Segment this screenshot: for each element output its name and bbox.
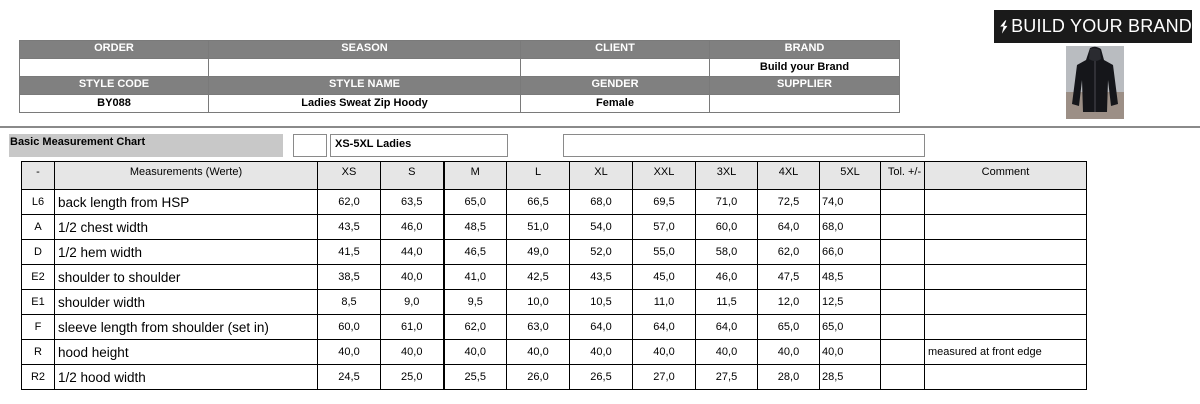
value-5xl[interactable]: 74,0 (820, 190, 881, 215)
value-xl[interactable]: 40,0 (570, 340, 633, 365)
measure-description: hood height (55, 340, 318, 365)
brand-label: BRAND (710, 41, 900, 59)
comment-cell[interactable] (925, 365, 1087, 390)
value-xxl[interactable]: 64,0 (633, 315, 696, 340)
value-5xl[interactable]: 28,5 (820, 365, 881, 390)
measure-code: D (22, 240, 55, 265)
value-m[interactable]: 25,5 (444, 365, 507, 390)
value-xl[interactable]: 52,0 (570, 240, 633, 265)
value-s[interactable]: 9,0 (381, 290, 444, 315)
client-value[interactable] (521, 59, 710, 77)
client-label: CLIENT (521, 41, 710, 59)
value-5xl[interactable]: 48,5 (820, 265, 881, 290)
table-row (22, 240, 1087, 265)
brand-logo-text: BUILD YOUR BRAND (1011, 16, 1192, 36)
value-xs[interactable]: 38,5 (318, 265, 381, 290)
header-size-xxl: XXL (633, 162, 696, 190)
size-range-field[interactable]: XS-5XL Ladies (330, 134, 508, 157)
table-row (22, 265, 1087, 290)
size-range-prefix-box[interactable] (293, 134, 327, 157)
measure-description: 1/2 hood width (55, 365, 318, 390)
tolerance-cell[interactable] (881, 240, 925, 265)
value-xl[interactable]: 26,5 (570, 365, 633, 390)
header-size-5xl: 5XL (820, 162, 881, 190)
value-3xl[interactable]: 27,5 (696, 365, 758, 390)
measurement-rows (22, 190, 1087, 390)
comment-cell[interactable] (925, 290, 1087, 315)
value-3xl[interactable]: 11,5 (696, 290, 758, 315)
gender-label: GENDER (521, 77, 710, 95)
value-s[interactable]: 46,0 (381, 215, 444, 240)
tolerance-cell[interactable] (881, 290, 925, 315)
comment-cell[interactable] (925, 215, 1087, 240)
value-l[interactable]: 10,0 (507, 290, 570, 315)
comment-cell[interactable] (925, 190, 1087, 215)
measure-code: E2 (22, 265, 55, 290)
value-s[interactable]: 61,0 (381, 315, 444, 340)
value-4xl[interactable]: 72,5 (758, 190, 820, 215)
section-divider (0, 126, 1200, 128)
value-s[interactable]: 63,5 (381, 190, 444, 215)
value-3xl[interactable]: 58,0 (696, 240, 758, 265)
value-l[interactable]: 26,0 (507, 365, 570, 390)
style-name-label: STYLE NAME (209, 77, 521, 95)
measure-code: R (22, 340, 55, 365)
value-4xl[interactable]: 28,0 (758, 365, 820, 390)
value-m[interactable]: 40,0 (444, 340, 507, 365)
header-size-xl: XL (570, 162, 633, 190)
style-code-label: STYLE CODE (20, 77, 209, 95)
header-comment: Comment (925, 162, 1087, 190)
value-xs[interactable]: 8,5 (318, 290, 381, 315)
table-header-row (22, 162, 1087, 190)
tolerance-cell[interactable] (881, 215, 925, 240)
tolerance-cell[interactable] (881, 190, 925, 215)
value-5xl[interactable]: 68,0 (820, 215, 881, 240)
value-3xl[interactable]: 60,0 (696, 215, 758, 240)
tolerance-cell[interactable] (881, 340, 925, 365)
value-xl[interactable]: 10,5 (570, 290, 633, 315)
table-row (22, 340, 1087, 365)
measure-description: shoulder to shoulder (55, 265, 318, 290)
value-xl[interactable]: 64,0 (570, 315, 633, 340)
value-4xl[interactable]: 47,5 (758, 265, 820, 290)
table-row (22, 315, 1087, 340)
header-tolerance: Tol. +/- (881, 162, 925, 190)
value-5xl[interactable]: 40,0 (820, 340, 881, 365)
header-size-4xl: 4XL (758, 162, 820, 190)
value-xs[interactable]: 43,5 (318, 215, 381, 240)
value-l[interactable]: 51,0 (507, 215, 570, 240)
value-xxl[interactable]: 11,0 (633, 290, 696, 315)
value-3xl[interactable]: 71,0 (696, 190, 758, 215)
brand-logo (994, 10, 1192, 43)
order-label: ORDER (20, 41, 209, 59)
measure-description: 1/2 chest width (55, 215, 318, 240)
value-4xl[interactable]: 65,0 (758, 315, 820, 340)
value-5xl[interactable]: 66,0 (820, 240, 881, 265)
value-xxl[interactable]: 57,0 (633, 215, 696, 240)
value-xl[interactable]: 54,0 (570, 215, 633, 240)
value-m[interactable]: 48,5 (444, 215, 507, 240)
value-m[interactable]: 9,5 (444, 290, 507, 315)
value-xxl[interactable]: 45,0 (633, 265, 696, 290)
value-4xl[interactable]: 62,0 (758, 240, 820, 265)
gender-value[interactable]: Female (521, 95, 710, 113)
comment-cell[interactable]: measured at front edge (925, 340, 1087, 365)
value-4xl[interactable]: 64,0 (758, 215, 820, 240)
header-measurements: Measurements (Werte) (55, 162, 318, 190)
measure-description: sleeve length from shoulder (set in) (55, 315, 318, 340)
supplier-value[interactable] (710, 95, 900, 113)
value-m[interactable]: 62,0 (444, 315, 507, 340)
value-l[interactable]: 40,0 (507, 340, 570, 365)
value-xl[interactable]: 43,5 (570, 265, 633, 290)
value-s[interactable]: 40,0 (381, 340, 444, 365)
measure-code: L6 (22, 190, 55, 215)
hoody-illustration (1066, 46, 1124, 119)
value-xs[interactable]: 40,0 (318, 340, 381, 365)
table-row (22, 290, 1087, 315)
value-s[interactable]: 40,0 (381, 265, 444, 290)
value-3xl[interactable]: 46,0 (696, 265, 758, 290)
value-l[interactable]: 49,0 (507, 240, 570, 265)
measure-code: E1 (22, 290, 55, 315)
tolerance-cell[interactable] (881, 265, 925, 290)
header-size-xs: XS (318, 162, 381, 190)
value-xs[interactable]: 62,0 (318, 190, 381, 215)
value-4xl[interactable]: 12,0 (758, 290, 820, 315)
value-xs[interactable]: 41,5 (318, 240, 381, 265)
order-value[interactable] (20, 59, 209, 77)
style-name-value[interactable]: Ladies Sweat Zip Hoody (209, 95, 521, 113)
hoody-photo (1066, 46, 1124, 119)
season-value[interactable] (209, 59, 521, 77)
value-3xl[interactable]: 40,0 (696, 340, 758, 365)
value-xxl[interactable]: 55,0 (633, 240, 696, 265)
measure-description: shoulder width (55, 290, 318, 315)
lightning-s-icon (998, 14, 1009, 40)
measure-code: F (22, 315, 55, 340)
measure-description: back length from HSP (55, 190, 318, 215)
header-size-l: L (507, 162, 570, 190)
order-info-table (19, 40, 900, 113)
value-l[interactable]: 42,5 (507, 265, 570, 290)
value-xl[interactable]: 68,0 (570, 190, 633, 215)
value-s[interactable]: 44,0 (381, 240, 444, 265)
header-size-m: M (444, 162, 507, 190)
comment-cell[interactable] (925, 265, 1087, 290)
measurement-table (21, 161, 1087, 390)
tolerance-cell[interactable] (881, 315, 925, 340)
value-xs[interactable]: 24,5 (318, 365, 381, 390)
value-5xl[interactable]: 65,0 (820, 315, 881, 340)
value-xs[interactable]: 60,0 (318, 315, 381, 340)
measure-code: A (22, 215, 55, 240)
comment-cell[interactable] (925, 240, 1087, 265)
style-code-value[interactable]: BY088 (20, 95, 209, 113)
value-l[interactable]: 63,0 (507, 315, 570, 340)
value-m[interactable]: 41,0 (444, 265, 507, 290)
header-size-3xl: 3XL (696, 162, 758, 190)
value-4xl[interactable]: 40,0 (758, 340, 820, 365)
notes-field[interactable] (563, 134, 925, 157)
supplier-label: SUPPLIER (710, 77, 900, 95)
chart-title: Basic Measurement Chart (9, 134, 283, 157)
table-row (22, 365, 1087, 390)
measure-description: 1/2 hem width (55, 240, 318, 265)
value-5xl[interactable]: 12,5 (820, 290, 881, 315)
value-s[interactable]: 25,0 (381, 365, 444, 390)
value-xxl[interactable]: 40,0 (633, 340, 696, 365)
value-xxl[interactable]: 27,0 (633, 365, 696, 390)
comment-cell[interactable] (925, 315, 1087, 340)
value-m[interactable]: 46,5 (444, 240, 507, 265)
table-row (22, 215, 1087, 240)
value-m[interactable]: 65,0 (444, 190, 507, 215)
value-3xl[interactable]: 64,0 (696, 315, 758, 340)
value-l[interactable]: 66,5 (507, 190, 570, 215)
value-xxl[interactable]: 69,5 (633, 190, 696, 215)
table-row (22, 190, 1087, 215)
header-size-s: S (381, 162, 444, 190)
brand-value[interactable]: Build your Brand (710, 59, 900, 77)
header-code: - (22, 162, 55, 190)
season-label: SEASON (209, 41, 521, 59)
measure-code: R2 (22, 365, 55, 390)
tolerance-cell[interactable] (881, 365, 925, 390)
